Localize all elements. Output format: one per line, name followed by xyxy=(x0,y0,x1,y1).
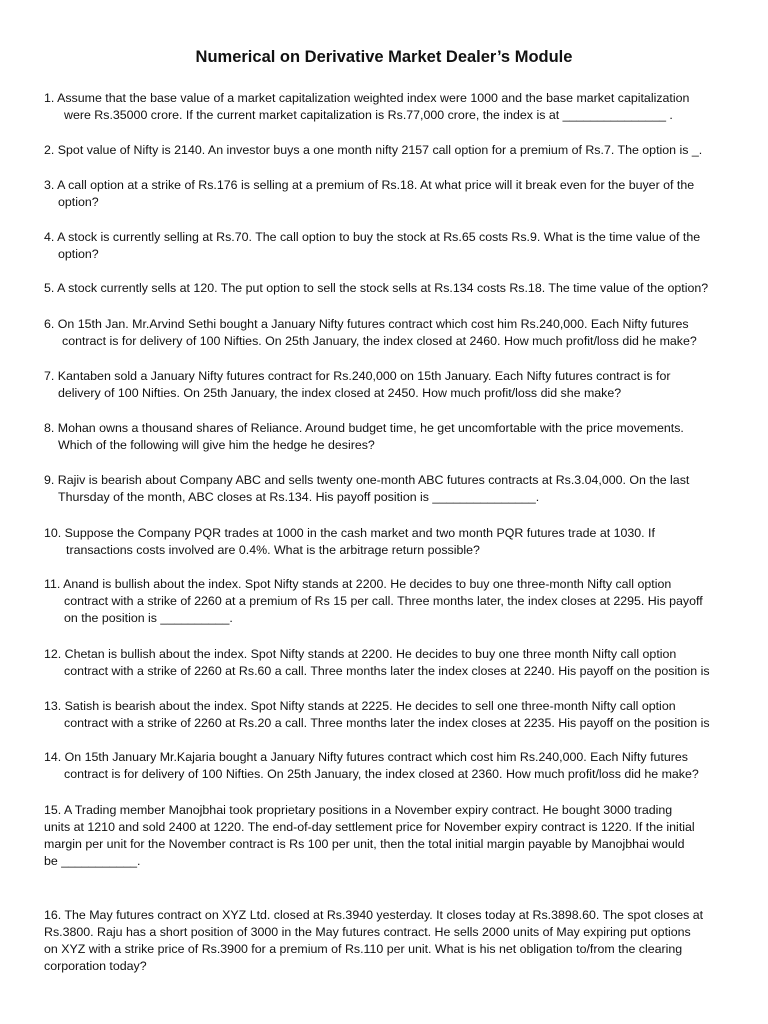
question-line: Thursday of the month, ABC closes at Rs.134. His payoff position is _______________. xyxy=(58,490,540,504)
question-line: 5. A stock currently sells at 120. The put option to sell the stock sells at Rs.134 costs Rs.18. The time value of the option? xyxy=(44,281,709,295)
question-line: contract with a strike of 2260 at a premium of Rs 15 per call. Three months later, the index closes at 2295. His payoff xyxy=(64,594,703,608)
page-title: Numerical on Derivative Market Dealer’s Module xyxy=(195,48,573,66)
question-line: on the position is __________. xyxy=(64,611,233,625)
question-9 xyxy=(44,472,734,506)
question-15 xyxy=(44,802,734,870)
question-line: contract with a strike of 2260 at Rs.20 a call. Three months later the index closes at 2235. His payoff on the position is xyxy=(64,716,710,730)
question-line: Rs.3800. Raju has a short position of 3000 in the May futures contract. He sells 2000 units of May expiring put options xyxy=(44,925,691,939)
question-12 xyxy=(44,646,734,680)
question-line: delivery of 100 Nifties. On 25th January, the index closed at 2450. How much profit/loss did she make? xyxy=(58,386,622,400)
question-1 xyxy=(44,90,734,124)
question-line: 12. Chetan is bullish about the index. Spot Nifty stands at 2200. He decides to buy one three month Nifty call option xyxy=(44,647,677,661)
question-line: contract is for delivery of 100 Nifties. On 25th January, the index closed at 2460. How much profit/loss did he make? xyxy=(62,334,697,348)
question-line: 4. A stock is currently selling at Rs.70. The call option to buy the stock at Rs.65 costs Rs.9. What is the time value of the xyxy=(44,230,701,244)
question-3 xyxy=(44,177,734,211)
question-line: 10. Suppose the Company PQR trades at 1000 in the cash market and two month PQR futures trade at 1030. If xyxy=(44,526,655,540)
question-10 xyxy=(44,525,734,559)
question-line: 8. Mohan owns a thousand shares of Reliance. Around budget time, he get uncomfortable with the price movements. xyxy=(44,421,684,435)
question-line: units at 1210 and sold 2400 at 1220. The end-of-day settlement price for November expiry contract is 1220. If the initial xyxy=(44,820,695,834)
question-line: 13. Satish is bearish about the index. Spot Nifty stands at 2225. He decides to sell one three-month Nifty call option xyxy=(44,699,676,713)
question-line: 6. On 15th Jan. Mr.Arvind Sethi bought a January Nifty futures contract which cost him Rs.240,000. Each Nifty futures xyxy=(44,317,689,331)
question-11 xyxy=(44,576,734,627)
question-line: contract with a strike of 2260 at Rs.60 a call. Three months later the index closes at 2240. His payoff on the position is xyxy=(64,664,710,678)
question-line: 7. Kantaben sold a January Nifty futures contract for Rs.240,000 on 15th January. Each Nifty futures contract is for xyxy=(44,369,671,383)
question-line: 1. Assume that the base value of a market capitalization weighted index were 1000 and the base market capitalization xyxy=(44,91,690,105)
question-13 xyxy=(44,698,734,732)
question-line: 11. Anand is bullish about the index. Spot Nifty stands at 2200. He decides to buy one three-month Nifty call option xyxy=(44,577,672,591)
question-line: option? xyxy=(58,195,99,209)
question-8 xyxy=(44,420,734,454)
question-line: 16. The May futures contract on XYZ Ltd. closed at Rs.3940 yesterday. It closes today at Rs.3898.60. The spot closes at xyxy=(44,908,704,922)
question-line: contract is for delivery of 100 Nifties. On 25th January, the index closed at 2360. How much profit/loss did he make? xyxy=(64,767,699,781)
question-line: be ___________. xyxy=(44,854,141,868)
question-line: 15. A Trading member Manojbhai took proprietary positions in a November expiry contract. He bought 3000 trading xyxy=(44,803,673,817)
question-line: on XYZ with a strike price of Rs.3900 for a premium of Rs.110 per unit. What is his net obligation to/from the clearing xyxy=(44,942,683,956)
question-14 xyxy=(44,749,734,783)
question-line: 9. Rajiv is bearish about Company ABC and sells twenty one-month ABC futures contracts at Rs.3.04,000. On the last xyxy=(44,473,690,487)
question-line: 3. A call option at a strike of Rs.176 is selling at a premium of Rs.18. At what price will it break even for the buyer of the xyxy=(44,178,695,192)
question-16 xyxy=(44,907,734,975)
question-line: option? xyxy=(58,247,99,261)
question-line: 2. Spot value of Nifty is 2140. An investor buys a one month nifty 2157 call option for a premium of Rs.7. The option is _. xyxy=(44,143,703,157)
question-line: margin per unit for the November contract is Rs 100 per unit, then the total initial margin payable by Manojbhai would xyxy=(44,837,685,851)
question-line: were Rs.35000 crore. If the current market capitalization is Rs.77,000 crore, the index is at _______________ . xyxy=(64,108,673,122)
question-line: Which of the following will give him the hedge he desires? xyxy=(58,438,375,452)
question-7 xyxy=(44,368,734,402)
question-6 xyxy=(44,316,734,350)
question-line: corporation today? xyxy=(44,959,147,973)
question-line: transactions costs involved are 0.4%. What is the arbitrage return possible? xyxy=(66,543,480,557)
question-line: 14. On 15th January Mr.Kajaria bought a January Nifty futures contract which cost him Rs.240,000. Each Nifty futures xyxy=(44,750,688,764)
question-2 xyxy=(44,142,734,159)
question-4 xyxy=(44,229,734,263)
question-5 xyxy=(44,280,734,297)
